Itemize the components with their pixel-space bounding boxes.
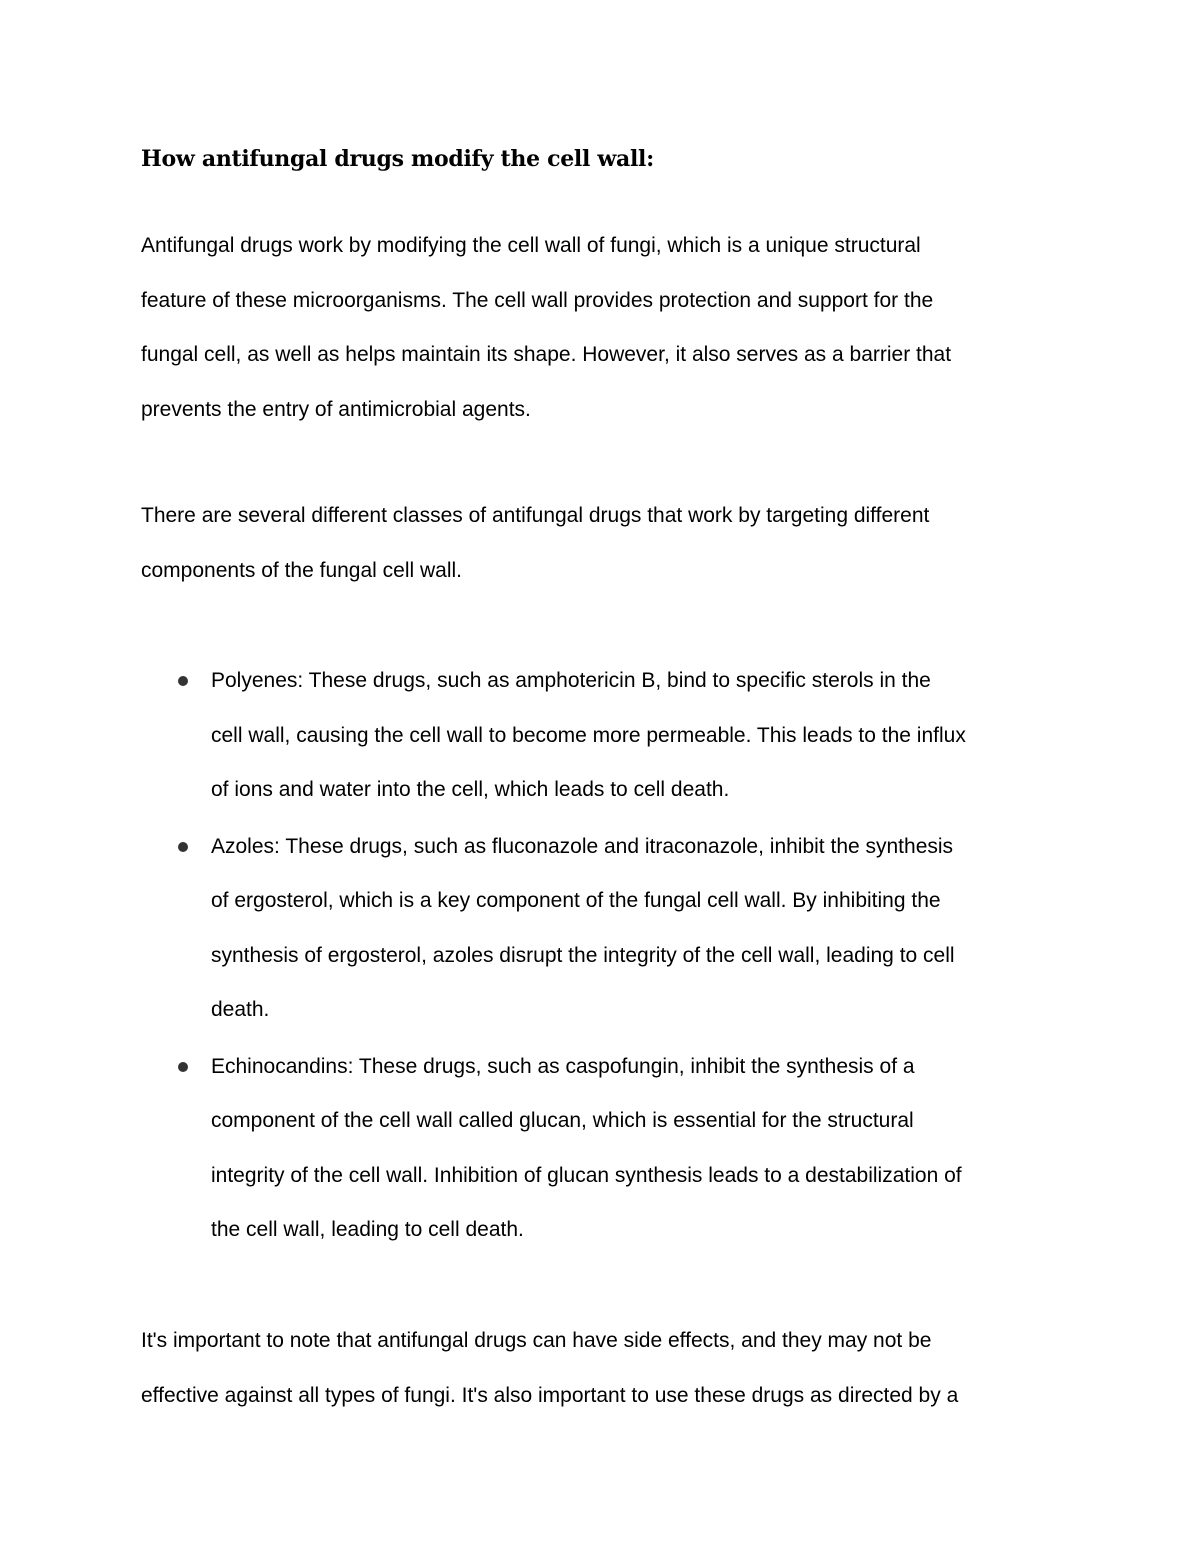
list-item-text <box>211 820 1071 1038</box>
list-item-text <box>211 1040 1071 1258</box>
list-item-text <box>211 654 1071 818</box>
list-item-line: synthesis of ergosterol, azoles disrupt the integrity of the cell wall, leading to cell <box>211 943 955 967</box>
list-item-line: the cell wall, leading to cell death. <box>211 1218 524 1241</box>
list-item-line: Azoles: These drugs, such as fluconazole and itraconazole, inhibit the synthesis <box>211 834 954 858</box>
paragraph-line: feature of these microorganisms. The cell wall provides protection and support for the <box>141 288 934 312</box>
list-item-line: integrity of the cell wall. Inhibition of glucan synthesis leads to a destabilization of <box>211 1163 962 1187</box>
document-heading: How antifungal drugs modify the cell wall: <box>141 146 654 172</box>
paragraph-line: It's important to note that antifungal drugs can have side effects, and they may not be <box>141 1329 932 1352</box>
list-item-polyenes <box>0 654 1200 818</box>
list-item-echinocandins <box>0 1040 1200 1258</box>
list-item-line: component of the cell wall called glucan, which is essential for the structural <box>211 1109 914 1132</box>
paragraph-cell-wall-intro <box>141 219 1071 437</box>
list-item-line: cell wall, causing the cell wall to become more permeable. This leads to the influx <box>211 723 966 747</box>
paragraph-drug-classes <box>141 489 1071 598</box>
paragraph-line: effective against all types of fungi. It's also important to use these drugs as directed by a <box>141 1383 959 1407</box>
bullet-icon <box>178 1062 188 1072</box>
paragraph-line: Antifungal drugs work by modifying the cell wall of fungi, which is a unique structural <box>141 234 921 257</box>
list-item-line: Polyenes: These drugs, such as amphotericin B, bind to specific sterols in the <box>211 669 931 692</box>
paragraph-side-effects <box>141 1314 1071 1423</box>
drug-class-list <box>0 654 1200 1260</box>
list-item-line: death. <box>211 998 270 1021</box>
paragraph-line: There are several different classes of antifungal drugs that work by targeting different <box>141 504 930 527</box>
list-item-line: of ions and water into the cell, which leads to cell death. <box>211 778 730 801</box>
bullet-icon <box>178 676 188 686</box>
list-item-azoles <box>0 820 1200 1038</box>
bullet-icon <box>178 842 188 852</box>
paragraph-line: components of the fungal cell wall. <box>141 558 463 582</box>
paragraph-line: prevents the entry of antimicrobial agents. <box>141 397 531 421</box>
list-item-line: of ergosterol, which is a key component of the fungal cell wall. By inhibiting the <box>211 889 941 912</box>
paragraph-line: fungal cell, as well as helps maintain its shape. However, it also serves as a barrier that <box>141 343 952 366</box>
list-item-line: Echinocandins: These drugs, such as caspofungin, inhibit the synthesis of a <box>211 1054 915 1078</box>
